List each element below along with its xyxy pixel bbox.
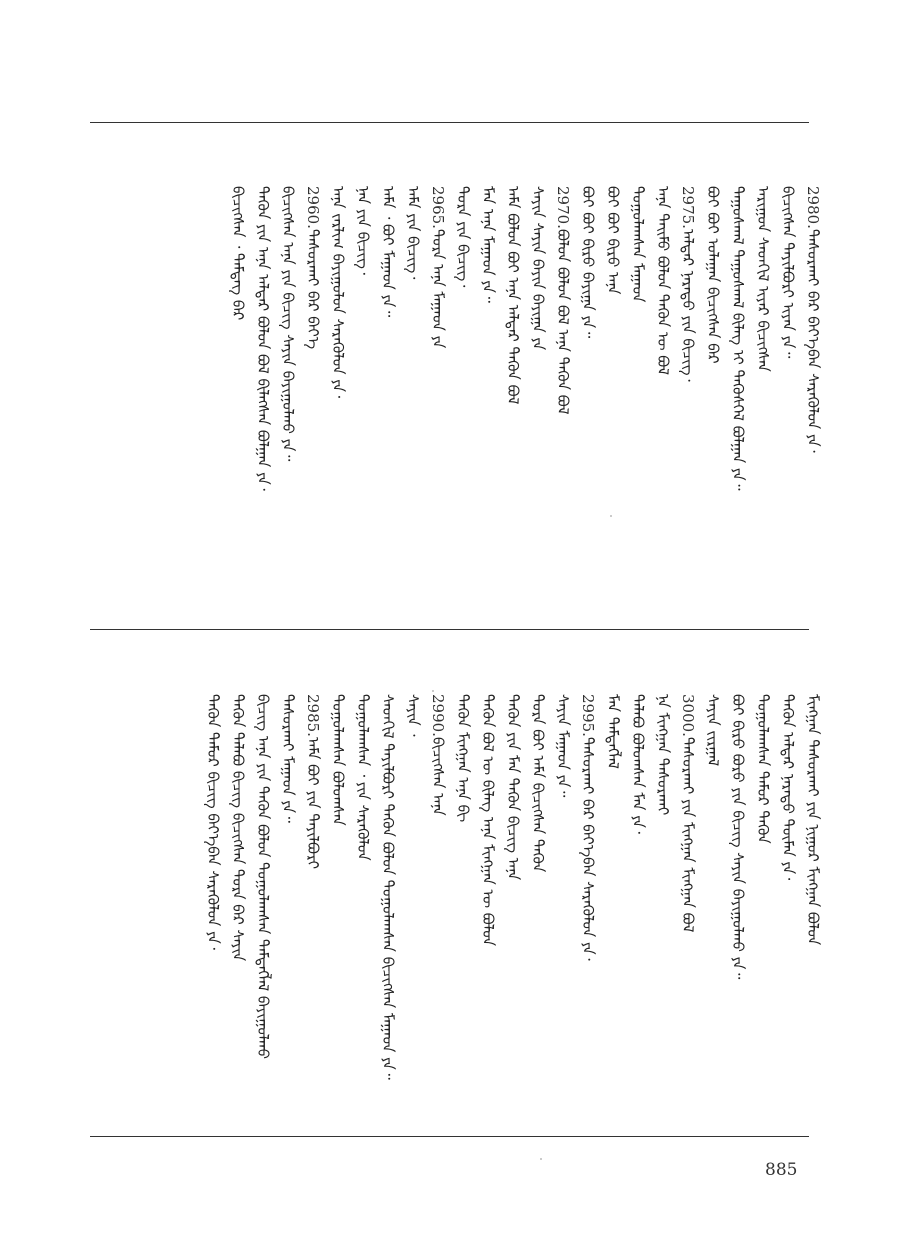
verse-text: ᠪᠢᠴᠢᠭᠰᠡᠨ ᠠᠨᠠ ᠶᠢᠨ ᠪᠢᠴᠢᠭ ᠰᠠᠶᠢᠨ ᠪᠠᠶᠢᠭᠤᠯᠬᠤ ᠶᠠ᠃ [279, 186, 297, 462]
verse-number: 2980. [804, 186, 822, 229]
verse-line [452, 694, 474, 822]
verse-line [202, 694, 224, 950]
verse-text: ᠲᠡᠭᠦᠨ ᠲᠡᠮᠦᠷ ᠪᠢᠴᠢᠭ ᠪᠡᠶ᠎ᠡ᠎ᠪᠡᠨ ᠰᠡᠷᠡᠭᠦᠯᠦᠨ ᠶᠠ᠂ [204, 694, 222, 950]
page-number: 885 [765, 1160, 798, 1180]
verse-line [602, 694, 624, 769]
verse-number: 2975. [679, 186, 697, 229]
verse-text: ᠮᠢᠩᠭᠠᠨ ᠲᠠᠰᠤᠷᠬᠠᠢ ᠶᠢᠨ ᠨᠢᠭᠤᠷ ᠮᠢᠩᠭᠠᠨ ᠪᠣᠯᠤᠨ [804, 694, 822, 946]
verse-line [777, 186, 799, 358]
verse-line [502, 186, 524, 404]
verse-text: ᠲᠤᠭᠤᠯᠠᠭᠰᠠᠨ ᠪᠣᠯᠤᠭᠰᠠᠨ [329, 694, 347, 826]
verse-text: ᠠᠷᠢᠭᠤᠨ ᠰᠡᠳᠬᠢᠯ ᠢᠶᠡᠷ ᠪᠢᠴᠢᠭᠰᠡᠨ [754, 186, 772, 372]
verse-text: ᠲᠡᠭᠦᠨ ᠶᠢᠨ ᠮᠠᠨ ᠲᠡᠭᠦᠨ ᠪᠢᠴᠢᠭ ᠠᠨᠠ [504, 694, 522, 881]
verse-line [652, 186, 674, 375]
paper-speck [432, 690, 434, 692]
verse-line [777, 694, 799, 880]
verse-text: ᠮᠠᠨ ᠲᠡᠮᠳᠡᠭᠯᠡᠯ [604, 694, 622, 769]
verse-text: ᠠᠨᠠ ᠲᠡᠢᠮᠦ ᠪᠣᠯᠤᠨ ᠲᠡᠭᠦᠨ ᠦ ᠪᠣᠯ [654, 186, 672, 375]
verse-text: ᠲᠠᠰᠤᠷᠬᠠᠢ ᠮᠠᠭᠠᠳ ᠶᠠ᠃ [279, 694, 297, 823]
verse-text: ᠲᠡᠭᠦᠨ ᠶᠢᠨ ᠠᠨᠠ ᠠᠯᠳᠠᠷ ᠪᠣᠯᠤᠨ ᠪᠣᠯ ᠪᠢᠯᠡᠭᠰᠡᠨ ᠪᠣᠯᠭᠠᠨ ᠶᠠ᠂ [254, 186, 272, 491]
verse-number: 2970. [554, 186, 572, 229]
verse-text: ᠲᠤᠭᠤᠯᠠᠭᠰᠠᠨ ᠂ ᠶᠢᠨ ᠰᠡᠷᠡᠭᠦᠯᠦᠨ [354, 694, 372, 861]
verse-text: ᠲᠤᠭᠤᠯᠠᠭᠰᠠᠨ ᠲᠡᠮᠦᠷ ᠲᠡᠭᠦᠨ [754, 694, 772, 844]
verse-line [252, 694, 274, 1059]
verse-text: ᠲᠠᠯᠠᠪᠤ ᠪᠣᠯᠤᠭᠰᠠᠨ ᠮᠠᠨ ᠶᠠ᠂ [629, 694, 647, 834]
verse-text: ᠨᠠᠨ ᠶᠢᠨ ᠪᠢᠴᠢᠭ᠂ [354, 186, 372, 275]
verse-line [602, 186, 624, 294]
verse-text: ᠪᠤᠢ ᠪᠢᠷᠤ ᠪᠤᠷᠤ ᠶᠢᠨ ᠪᠢᠴᠢᠭ ᠰᠠᠶᠢᠨ ᠪᠠᠶᠢᠭᠤᠯᠬᠤ ᠶᠠ᠃ [729, 694, 747, 980]
verse-line [802, 186, 824, 453]
verse-line [402, 694, 424, 737]
verse-line [277, 694, 299, 823]
paper-speck [610, 515, 612, 517]
verse-text: ᠮᠠᠨ ᠠᠨᠠ ᠮᠠᠭᠠᠳ ᠶᠠ᠃ [479, 186, 497, 303]
verse-number: 3000. [679, 694, 697, 737]
verse-line [527, 186, 549, 350]
verse-line [652, 694, 674, 815]
verse-line [502, 694, 524, 880]
verse-text: ᠪᠢᠴᠢᠭᠰᠡᠨ ᠲᠠᠶᠢᠯᠪᠤᠷᠢ ᠢᠶᠠᠨ ᠶᠠ᠃ [779, 186, 797, 359]
verse-line [352, 694, 374, 861]
verse-line [302, 186, 324, 349]
verse-text: ᠲᠠᠭᠤᠰᠬᠠᠯ ᠲᠠᠭᠤᠰᠬᠠᠯ ᠪᠢᠯᠡᠭ ᠢ ᠲᠡᠭᠦᠰᠭᠡᠯ ᠪᠣᠯᠭᠠᠨ ᠶᠠ᠃ [729, 186, 747, 491]
verse-line [802, 694, 824, 945]
verse-line [752, 694, 774, 844]
verse-text: ᠰᠠᠶᠢᠨ ᠰᠠᠶᠢᠨ ᠪᠠᠶᠢᠨ ᠪᠠᠶᠢᠭᠠ ᠶᠠ [529, 186, 547, 351]
verse-line [477, 694, 499, 946]
verse-line [302, 694, 324, 869]
verse-number: 2995. [579, 694, 597, 737]
verse-number: 2990. [429, 694, 447, 737]
verse-text: ᠲᠠᠰᠤᠷᠬᠠᠢ ᠪᠡᠷ ᠪᠡᠶ᠎ᠡ᠎ᠪᠡᠨ ᠰᠡᠷᠡᠭᠦᠯᠦᠨ ᠶᠠ᠂ [804, 228, 822, 453]
verse-text: ᠠᠮᠠ ᠪᠣᠯᠤᠨ ᠪᠤᠢ ᠠᠨᠠ ᠠᠯᠳᠠᠷ ᠲᠡᠭᠦᠨ ᠪᠣᠯ [504, 186, 522, 405]
verse-line [327, 694, 349, 826]
verse-text: ᠲᠡᠭᠦᠨ ᠪᠣᠯ ᠦ ᠪᠢᠯᠡᠭ ᠠᠨᠠ ᠮᠢᠩᠭᠠᠨ ᠦ ᠪᠣᠯᠤᠨ [479, 694, 497, 947]
top-rule [90, 122, 809, 123]
lower-verse-block [90, 694, 822, 1124]
verse-text: ᠪᠢᠴᠢᠭ ᠠᠨᠠ ᠶᠢᠨ ᠲᠡᠭᠦᠨ ᠪᠣᠯᠤᠨ ᠲᠤᠭᠤᠯᠠᠭᠰᠠᠨ ᠲᠡᠮᠳᠡᠭᠯᠡᠯ ᠪᠠᠶᠢᠭᠤᠯᠬᠤ [254, 694, 272, 1060]
verse-text: ᠠᠮᠠ ᠶᠢᠨ ᠪᠢᠴᠢᠭ᠂ [404, 186, 422, 280]
verse-text: ᠠᠨᠠ ᠵᠠᠷᠯᠢᠭ ᠪᠠᠶᠢᠭᠤᠯᠤᠨ ᠰᠡᠷᠡᠭᠦᠯᠦᠨ ᠶᠠ᠂ [329, 186, 347, 399]
verse-text: ᠪᠢᠴᠢᠭᠰᠡᠨ ᠠᠨᠠ [429, 736, 447, 816]
verse-text: ᠲᠡᠭᠦᠨ ᠠᠯᠳᠠᠷ ᠨᠡᠷᠡᠲᠦ ᠲᠦᠮᠡᠨ ᠶᠠ᠂ [779, 694, 797, 881]
middle-rule [90, 629, 809, 630]
verse-line [702, 694, 724, 766]
verse-text: ᠪᠣᠯᠤᠨ ᠪᠣᠯᠤᠨ ᠪᠣᠯ ᠠᠨᠠ ᠲᠡᠭᠦᠨ ᠪᠣᠯ [554, 228, 572, 415]
verse-text: ᠲᠠᠰᠤᠷᠬᠠᠢ ᠪᠡᠷ ᠪᠡᠶ᠎ᠡ [304, 228, 322, 350]
verse-line [452, 186, 474, 287]
verse-line [252, 186, 274, 491]
verse-number: 2965. [429, 186, 447, 229]
verse-number: 2985. [304, 694, 322, 737]
verse-line [727, 694, 749, 979]
verse-line [677, 694, 699, 932]
verse-text: ᠠᠮᠠ ᠪᠤᠢ ᠶᠢᠨ ᠲᠠᠶᠢᠯᠪᠤᠷᠢ [304, 736, 322, 869]
verse-text: ᠰᠠᠶᠢᠨ ᠂ [404, 694, 422, 737]
verse-text: ᠰᠠᠶᠢᠨ ᠮᠠᠭᠠᠳ ᠶᠠ᠃ [554, 694, 572, 798]
verse-line [527, 694, 549, 872]
verse-text: ᠲᠤᠭᠤᠯᠠᠭᠰᠠᠨ ᠮᠠᠭᠠᠳ [629, 186, 647, 303]
verse-line [427, 186, 449, 348]
verse-line [552, 186, 574, 415]
verse-text: ᠲᠤᠷᠠ ᠶᠢᠨ ᠪᠢᠴᠢᠭ᠂ [454, 186, 472, 288]
verse-text: ᠠᠯᠳᠠᠷ ᠨᠡᠷᠡᠲᠦ ᠶᠢᠨ ᠪᠢᠴᠢᠭ᠂ [679, 228, 697, 382]
verse-line [702, 186, 724, 364]
verse-text: ᠲᠤᠷᠠ ᠪᠤᠢ ᠠᠮᠠ ᠪᠢᠴᠢᠭᠰᠡᠨ ᠲᠡᠭᠦᠨ [529, 694, 547, 873]
verse-text: ᠲᠠᠰᠤᠷᠬᠠᠢ ᠪᠡᠷ ᠪᠡᠶ᠎ᠡ᠎ᠪᠡᠨ ᠰᠡᠷᠡᠭᠦᠯᠦᠨ ᠶᠠ᠂ [579, 736, 597, 961]
verse-text: ᠲᠤᠷᠠ ᠠᠨᠠ ᠮᠠᠭᠠᠳ ᠶᠠ [429, 228, 447, 349]
verse-text: ᠰᠡᠳᠬᠢᠯ ᠲᠠᠶᠢᠯᠪᠤᠷᠢ ᠲᠡᠭᠦᠨ ᠪᠣᠯᠤᠨ ᠲᠤᠭᠤᠯᠠᠭᠰᠠᠨ ᠪᠢᠴᠢᠭᠰᠡᠨ ᠮᠠᠭᠠᠳ ᠶᠠ᠃ [379, 694, 397, 1080]
paper-speck [540, 1158, 542, 1160]
verse-text: ᠪᠤᠢ ᠪᠤᠢ ᠤᠯᠠᠭᠠᠨ ᠪᠢᠴᠢᠭᠰᠡᠨ ᠪᠡᠷ [704, 186, 722, 364]
verse-line [377, 186, 399, 317]
verse-text: ᠰᠠᠶᠢᠨ ᠵᠢᠷᠭᠠᠯ [704, 694, 722, 767]
verse-text: ᠪᠤᠢ ᠪᠤᠢ ᠪᠢᠷᠤ ᠠᠨᠠ [604, 186, 622, 295]
verse-line [477, 186, 499, 303]
verse-line [627, 694, 649, 834]
verse-text: ᠪᠢᠴᠢᠭᠰᠡᠨ ᠂ ᠲᠡᠮᠳᠡᠭ ᠪᠡᠷ [229, 186, 247, 321]
verse-line [227, 186, 249, 320]
verse-text: ᠪᠤᠢ ᠪᠤᠢ ᠪᠢᠷᠤ ᠪᠠᠶᠢᠭᠠ ᠶᠠ᠃ [579, 186, 597, 339]
verse-line [577, 694, 599, 961]
verse-line [677, 186, 699, 382]
verse-line [227, 694, 249, 961]
verse-text: ᠲᠡᠭᠦᠨ ᠲᠠᠯᠠᠪᠤ ᠪᠢᠴᠢᠭ ᠪᠢᠴᠢᠭᠰᠡᠨ ᠲᠤᠷᠠ ᠪᠡᠷ ᠰᠠᠶᠢᠨ [229, 694, 247, 962]
verse-line [277, 186, 299, 461]
verse-text: ᠨᠠ ᠮᠢᠩᠭᠠᠨ ᠲᠠᠰᠤᠷᠬᠠᠢ [654, 694, 672, 816]
upper-verse-block [90, 186, 822, 616]
verse-line [327, 186, 349, 398]
verse-line [727, 186, 749, 491]
verse-text: ᠲᠡᠭᠦᠨ ᠮᠢᠩᠭᠠᠨ ᠠᠨᠠ ᠪᠢ [454, 694, 472, 823]
verse-line [402, 186, 424, 279]
verse-line [377, 694, 399, 1080]
verse-line [577, 186, 599, 338]
verse-line [427, 694, 449, 816]
verse-line [752, 186, 774, 372]
verse-text: ᠠᠮᠠ ᠂ ᠪᠤᠢ ᠮᠠᠭᠠᠳ ᠶᠠ᠃ [379, 186, 397, 318]
verse-number: 2960. [304, 186, 322, 229]
verse-text: ᠲᠠᠰᠤᠷᠬᠠᠢ ᠶᠢᠨ ᠮᠢᠩᠭᠠᠨ ᠮᠢᠩᠭᠠᠨ ᠪᠣᠯ [679, 736, 697, 933]
bottom-rule [90, 1136, 809, 1137]
verse-line [352, 186, 374, 275]
verse-line [552, 694, 574, 797]
verse-line [627, 186, 649, 302]
